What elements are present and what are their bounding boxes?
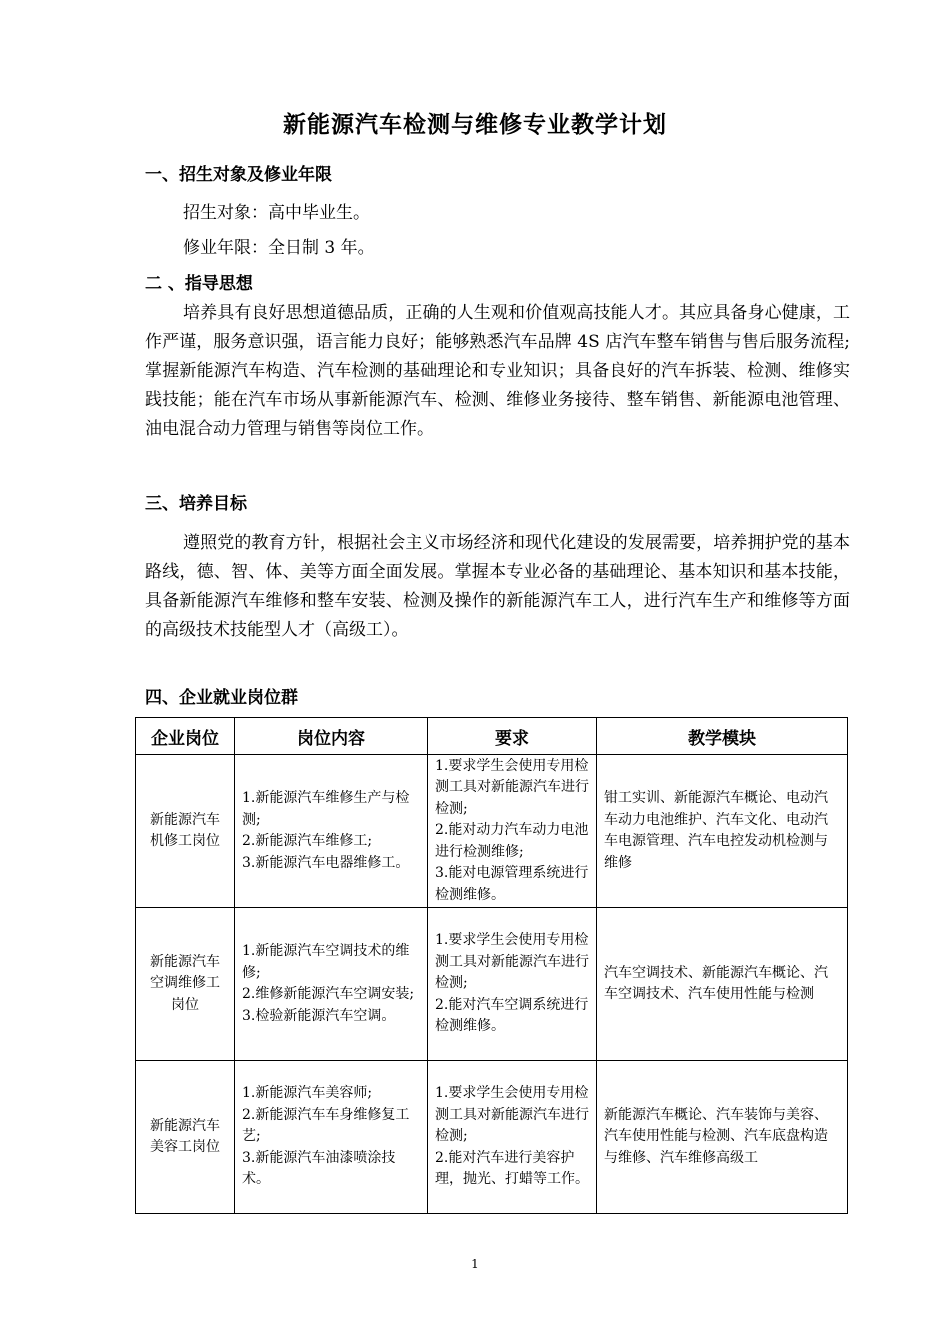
content-item: 2.新能源汽车维修工; [242, 833, 373, 849]
module-cell: 新能源汽车概论、汽车装饰与美容、汽车使用性能与检测、汽车底盘构造与维修、汽车维修高级工 [597, 1061, 848, 1214]
post-cell: 新能源汽车机修工岗位 [136, 755, 235, 908]
table-row [136, 1061, 848, 1214]
requirement-item: 2.能对汽车进行美容护理，抛光、打蜡等工作。 [435, 1149, 589, 1188]
requirement-item: 1.要求学生会使用专用检测工具对新能源汽车进行检测; [435, 757, 589, 817]
job-positions-table [135, 717, 848, 1214]
requirement-item: 3.能对电源管理系统进行检测维修。 [435, 865, 589, 903]
requirement-cell [428, 755, 597, 908]
post-cell: 新能源汽车空调维修工岗位 [136, 908, 235, 1061]
module-cell: 汽车空调技术、新能源汽车概论、汽车空调技术、汽车使用性能与检测 [597, 908, 848, 1061]
header-content: 岗位内容 [235, 718, 428, 755]
post-cell: 新能源汽车美容工岗位 [136, 1061, 235, 1214]
table-header-row [136, 718, 848, 755]
content-item: 1.新能源汽车空调技术的维修; [242, 943, 410, 981]
section3-heading: 三、培养目标 [145, 494, 247, 514]
enrollment-target: 招生对象：高中毕业生。 [183, 203, 370, 223]
content-item: 3.检验新能源汽车空调。 [242, 1007, 396, 1024]
document-title: 新能源汽车检测与维修专业教学计划 [283, 112, 667, 138]
content-cell [235, 1061, 428, 1214]
requirement-item: 2.能对汽车空调系统进行检测维修。 [435, 996, 589, 1035]
study-duration: 修业年限：全日制 3 年。 [183, 238, 375, 258]
page-number: 1 [471, 1257, 479, 1271]
table-row [136, 908, 848, 1061]
requirement-item: 1.要求学生会使用专用检测工具对新能源汽车进行检测; [435, 932, 589, 992]
header-post: 企业岗位 [136, 718, 235, 755]
requirement-item: 2.能对动力汽车动力电池进行检测维修; [435, 822, 589, 860]
section1-heading: 一、招生对象及修业年限 [145, 165, 332, 185]
table-row [136, 755, 848, 908]
header-requirement: 要求 [428, 718, 597, 755]
content-cell [235, 908, 428, 1061]
guiding-ideology-text: 培养具有良好思想道德品质，正确的人生观和价值观高技能人才。其应具备身心健康，工作严谨，服务意识强，语言能力良好；能够熟悉汽车品牌 4S 店汽车整车销售与售后服务流程;掌握新能源汽车构造、汽车检测的基础理论和专业知识；具备良好的汽车拆装、检测、维修实践技能；能在汽车市场从事新能源汽车、检测、维修业务接待、整车销售、新能源电池管理、油电混合动力管理与销售等岗位工作。 [145, 303, 850, 439]
content-item: 3.新能源汽车电器维修工。 [242, 854, 410, 871]
training-objective-text: 遵照党的教育方针，根据社会主义市场经济和现代化建设的发展需要，培养拥护党的基本路线，德、智、体、美等方面全面发展。掌握本专业必备的基础理论、基本知识和基本技能，具备新能源汽车维修和整车安装、检测及操作的新能源汽车工人，进行汽车生产和维修等方面的高级技术技能型人才（高级工）。 [145, 533, 850, 640]
requirement-cell [428, 908, 597, 1061]
content-item: 1.新能源汽车维修生产与检测; [242, 790, 410, 828]
requirement-item: 1.要求学生会使用专用检测工具对新能源汽车进行检测; [435, 1085, 589, 1145]
header-module: 教学模块 [597, 718, 848, 755]
section4-heading: 四、企业就业岗位群 [145, 688, 298, 708]
content-item: 1.新能源汽车美容师; [242, 1085, 373, 1102]
section2-heading: 二 、指导思想 [145, 274, 253, 294]
content-item: 2.新能源汽车车身维修复工艺; [242, 1106, 410, 1145]
module-cell: 钳工实训、新能源汽车概论、电动汽车动力电池维护、汽车文化、电动汽车电源管理、汽车电控发动机检测与维修 [597, 755, 848, 908]
content-item: 3.新能源汽车油漆喷涂技术。 [242, 1149, 396, 1188]
requirement-cell [428, 1061, 597, 1214]
content-item: 2.维修新能源汽车空调安装; [242, 986, 415, 1002]
content-cell [235, 755, 428, 908]
